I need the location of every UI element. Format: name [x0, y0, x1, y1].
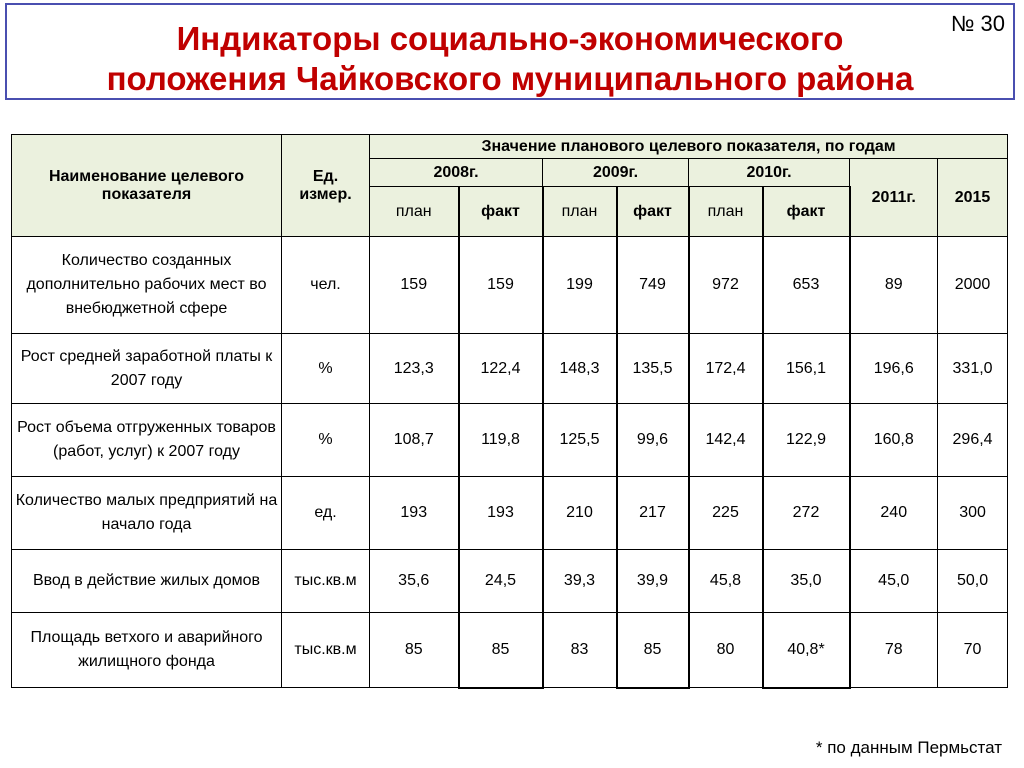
- row-unit: %: [282, 334, 370, 404]
- header-unit: Ед. измер.: [282, 135, 370, 237]
- slide-title: [7, 19, 1013, 99]
- row-unit: тыс.кв.м: [282, 550, 370, 613]
- cell-plan: 85: [370, 613, 459, 688]
- cell-fact: 35,0: [763, 550, 850, 613]
- cell-2011: 45,0: [850, 550, 938, 613]
- header-year-2011: 2011г.: [850, 159, 938, 237]
- cell-2015: 331,0: [938, 334, 1008, 404]
- cell-fact: 135,5: [617, 334, 689, 404]
- footnote: * по данным Пермьстат: [815, 738, 1002, 757]
- cell-plan: 159: [370, 237, 459, 334]
- cell-2011: 89: [850, 237, 938, 334]
- header-plan-2008: план: [370, 187, 459, 237]
- cell-plan: 45,8: [689, 550, 763, 613]
- cell-plan: 172,4: [689, 334, 763, 404]
- header-group: Значение планового целевого показателя, по годам: [370, 135, 1008, 159]
- header-fact-2010: факт: [763, 187, 850, 237]
- table-row: [12, 237, 1008, 334]
- cell-plan: 83: [543, 613, 617, 688]
- cell-fact: 39,9: [617, 550, 689, 613]
- cell-fact: 272: [763, 477, 850, 550]
- cell-fact: 40,8*: [763, 613, 850, 688]
- cell-2011: 240: [850, 477, 938, 550]
- table-row: [12, 613, 1008, 688]
- cell-fact: 119,8: [459, 404, 543, 477]
- cell-fact: 156,1: [763, 334, 850, 404]
- row-unit: тыс.кв.м: [282, 613, 370, 688]
- table-row: [12, 477, 1008, 550]
- row-unit: ед.: [282, 477, 370, 550]
- title-line-2: положения Чайковского муниципального района: [106, 60, 914, 97]
- cell-2015: 2000: [938, 237, 1008, 334]
- cell-plan: 972: [689, 237, 763, 334]
- header-year-2008: 2008г.: [370, 159, 543, 187]
- header-plan-2009: план: [543, 187, 617, 237]
- cell-2015: 70: [938, 613, 1008, 688]
- cell-fact: 159: [459, 237, 543, 334]
- row-unit: %: [282, 404, 370, 477]
- header-name: Наименование целевого показателя: [12, 135, 282, 237]
- cell-fact: 749: [617, 237, 689, 334]
- cell-plan: 199: [543, 237, 617, 334]
- cell-2015: 300: [938, 477, 1008, 550]
- indicators-table: [11, 134, 1008, 689]
- header-year-2009: 2009г.: [543, 159, 689, 187]
- header-fact-2009: факт: [617, 187, 689, 237]
- row-name: Количество созданных дополнительно рабочих мест во внебюджетной сфере: [12, 237, 282, 334]
- cell-plan: 142,4: [689, 404, 763, 477]
- cell-plan: 35,6: [370, 550, 459, 613]
- cell-plan: 148,3: [543, 334, 617, 404]
- cell-fact: 122,4: [459, 334, 543, 404]
- cell-fact: 653: [763, 237, 850, 334]
- title-box: [5, 3, 1015, 100]
- table-row: [12, 334, 1008, 404]
- slide-number: № 30: [950, 11, 1005, 36]
- cell-plan: 210: [543, 477, 617, 550]
- cell-2015: 50,0: [938, 550, 1008, 613]
- cell-plan: 193: [370, 477, 459, 550]
- cell-plan: 80: [689, 613, 763, 688]
- cell-fact: 217: [617, 477, 689, 550]
- cell-fact: 85: [617, 613, 689, 688]
- cell-plan: 39,3: [543, 550, 617, 613]
- cell-fact: 122,9: [763, 404, 850, 477]
- row-unit: чел.: [282, 237, 370, 334]
- cell-fact: 99,6: [617, 404, 689, 477]
- header-year-2015: 2015: [938, 159, 1008, 237]
- row-name: Площадь ветхого и аварийного жилищного фонда: [12, 613, 282, 688]
- header-fact-2008: факт: [459, 187, 543, 237]
- row-name: Ввод в действие жилых домов: [12, 550, 282, 613]
- cell-2011: 160,8: [850, 404, 938, 477]
- cell-2015: 296,4: [938, 404, 1008, 477]
- cell-plan: 225: [689, 477, 763, 550]
- cell-fact: 24,5: [459, 550, 543, 613]
- cell-fact: 193: [459, 477, 543, 550]
- table-row: [12, 404, 1008, 477]
- cell-fact: 85: [459, 613, 543, 688]
- header-plan-2010: план: [689, 187, 763, 237]
- header-year-2010: 2010г.: [689, 159, 850, 187]
- row-name: Рост средней заработной платы к 2007 году: [12, 334, 282, 404]
- row-name: Рост объема отгруженных товаров (работ, услуг) к 2007 году: [12, 404, 282, 477]
- title-line-1: Индикаторы социально-экономического: [176, 20, 844, 57]
- cell-plan: 125,5: [543, 404, 617, 477]
- cell-plan: 123,3: [370, 334, 459, 404]
- table-row: [12, 550, 1008, 613]
- cell-plan: 108,7: [370, 404, 459, 477]
- row-name: Количество малых предприятий на начало года: [12, 477, 282, 550]
- cell-2011: 78: [850, 613, 938, 688]
- cell-2011: 196,6: [850, 334, 938, 404]
